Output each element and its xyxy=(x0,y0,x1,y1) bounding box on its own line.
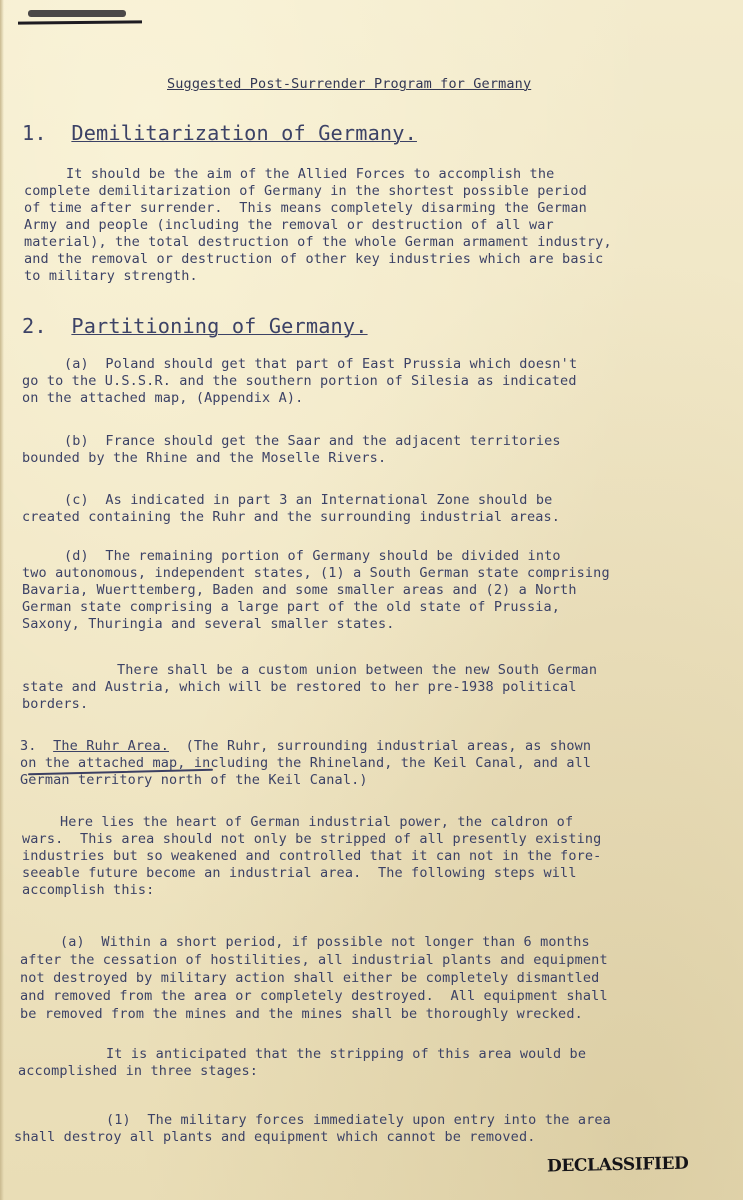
section-1-body xyxy=(24,166,612,285)
section-2-heading: Partitioning of Germany. xyxy=(71,314,368,338)
text-line: (a) Within a short period, if possible not longer than 6 months xyxy=(60,934,590,950)
section-3-heading-line xyxy=(20,738,591,755)
section-3-number: 3. xyxy=(20,738,37,754)
text-line: to military strength. xyxy=(24,268,198,284)
text-line: (1) The military forces immediately upon entry into the area xyxy=(106,1112,611,1128)
section-1-heading-line xyxy=(22,121,417,145)
text-line: It is anticipated that the stripping of this area would be xyxy=(106,1046,587,1062)
section-3-heading: The Ruhr Area. xyxy=(53,738,170,754)
text-line: of time after surrender. This means completely disarming the German xyxy=(24,200,587,216)
section-2-number: 2. xyxy=(22,314,47,338)
section-3-anticipated xyxy=(18,1046,586,1080)
text-line: bounded by the Rhine and the Moselle Rivers. xyxy=(22,450,387,466)
section-3-paragraph xyxy=(22,814,601,899)
text-line: two autonomous, independent states, (1) a South German state comprising xyxy=(22,565,610,581)
text-line: and the removal or destruction of other key industries which are basic xyxy=(24,251,604,267)
document-title: Suggested Post-Surrender Program for Germany xyxy=(167,76,532,92)
text-line: be removed from the mines and the mines shall be thoroughly wrecked. xyxy=(20,1006,583,1022)
text-line: Army and people (including the removal or destruction of all war xyxy=(24,217,554,233)
text-line: It should be the aim of the Allied Forces to accomplish the xyxy=(66,166,555,182)
text-line: accomplish this: xyxy=(22,882,155,898)
text-line: complete demilitarization of Germany in the shortest possible period xyxy=(24,183,587,199)
text-line: on the attached map, (Appendix A). xyxy=(22,390,304,406)
section-2-item-c xyxy=(22,492,560,526)
text-line: accomplished in three stages: xyxy=(18,1063,259,1079)
text-line: seeable future become an industrial area. The following steps will xyxy=(22,865,577,881)
text-line: material), the total destruction of the whole German armament industry, xyxy=(24,234,612,250)
section-3-item-a xyxy=(20,933,608,1023)
section-2-item-a xyxy=(22,356,577,407)
text-line: state and Austria, which will be restored to her pre-1938 political xyxy=(22,679,577,695)
text-line: wars. This area should not only be stripped of all presently existing xyxy=(22,831,602,847)
text-line: on the attached map, including the Rhineland, the Keil Canal, and all xyxy=(20,755,592,771)
section-2-heading-line xyxy=(22,314,368,338)
text-line: not destroyed by military action shall either be completely dismantled xyxy=(20,970,600,986)
section-1-number: 1. xyxy=(22,121,47,145)
text-line: German state comprising a large part of the old state of Prussia, xyxy=(22,599,561,615)
text-line: (b) France should get the Saar and the adjacent territories xyxy=(64,433,561,449)
section-2-custom-union xyxy=(22,662,597,713)
text-line: industries but so weakened and controlled that it can not in the fore- xyxy=(22,848,602,864)
text-line: (d) The remaining portion of Germany should be divided into xyxy=(64,548,561,564)
declassified-stamp: DECLASSIFIED xyxy=(546,1153,689,1177)
text-line: Bavaria, Wuerttemberg, Baden and some smaller areas and (2) a North xyxy=(22,582,577,598)
text-line: after the cessation of hostilities, all industrial plants and equipment xyxy=(20,952,608,968)
text-line: created containing the Ruhr and the surrounding industrial areas. xyxy=(22,509,561,525)
text-line: go to the U.S.S.R. and the southern portion of Silesia as indicated xyxy=(22,373,577,389)
section-3-intro-text: (The Ruhr, surrounding industrial areas, as shown xyxy=(169,738,592,754)
text-line: Saxony, Thuringia and several smaller states. xyxy=(22,616,395,632)
text-line: and removed from the area or completely destroyed. All equipment shall xyxy=(20,988,608,1004)
section-3-intro xyxy=(20,738,591,789)
section-2-item-d xyxy=(22,548,610,633)
text-line: German territory north of the Keil Canal.) xyxy=(20,772,368,788)
text-line: There shall be a custom union between the new South German xyxy=(117,662,598,678)
section-3-stage-1 xyxy=(14,1112,611,1146)
section-2-item-b xyxy=(22,433,561,467)
text-line: Here lies the heart of German industrial power, the caldron of xyxy=(60,814,574,830)
text-line: (c) As indicated in part 3 an International Zone should be xyxy=(64,492,553,508)
text-line: (a) Poland should get that part of East Prussia which doesn't xyxy=(64,356,578,372)
section-1-heading: Demilitarization of Germany. xyxy=(71,121,417,145)
text-line: borders. xyxy=(22,696,89,712)
text-line: shall destroy all plants and equipment which cannot be removed. xyxy=(14,1129,536,1145)
